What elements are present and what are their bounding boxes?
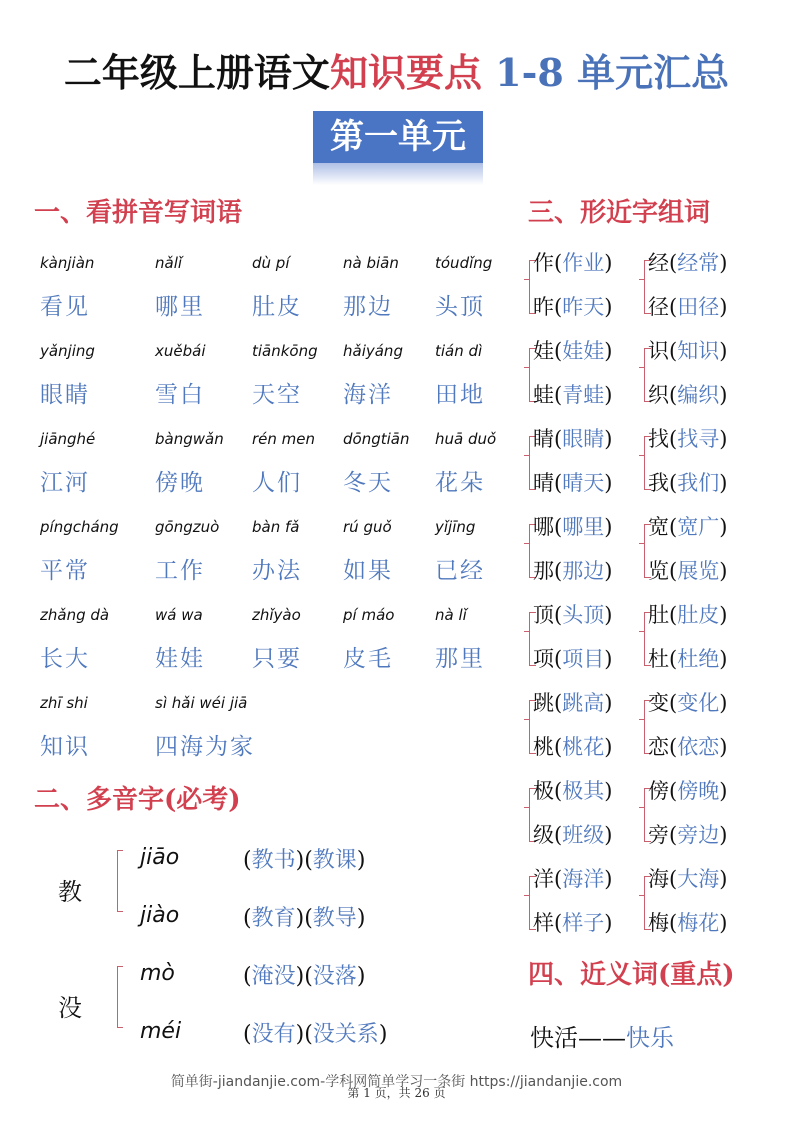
char: 旁 bbox=[648, 823, 669, 847]
similar-char-pair: 旁(旁边) bbox=[648, 823, 728, 847]
pinyin: tóudǐng bbox=[435, 254, 493, 272]
word: 极其 bbox=[562, 779, 605, 803]
similar-char-pair: 径(田径) bbox=[648, 295, 728, 319]
char: 梅 bbox=[648, 911, 669, 935]
word: 江河 bbox=[40, 470, 90, 496]
word: 找寻 bbox=[677, 427, 720, 451]
similar-char-pair: 恋(依恋) bbox=[648, 735, 728, 759]
word: 班级 bbox=[562, 823, 605, 847]
reading-words: (教育)(教导) bbox=[243, 906, 366, 931]
pinyin: yǐjīng bbox=[435, 518, 476, 536]
word: 青蛙 bbox=[562, 383, 605, 407]
char: 找 bbox=[648, 427, 669, 451]
similar-char-pair: 蛙(青蛙) bbox=[533, 383, 613, 407]
pinyin: wá wa bbox=[155, 606, 203, 624]
pinyin: tián dì bbox=[435, 342, 483, 360]
char: 极 bbox=[533, 779, 554, 803]
char: 顶 bbox=[533, 603, 554, 627]
similar-char-pair: 找(找寻) bbox=[648, 427, 728, 451]
word: 哪里 bbox=[155, 294, 205, 320]
word: 跳高 bbox=[562, 691, 605, 715]
word: 工作 bbox=[155, 558, 205, 584]
section3-heading: 三、形近字组词 bbox=[528, 198, 711, 228]
similar-char-pair: 织(编织) bbox=[648, 383, 728, 407]
word: 作业 bbox=[562, 251, 605, 275]
word: 只要 bbox=[252, 646, 302, 672]
word: 看见 bbox=[40, 294, 90, 320]
similar-char-pair: 哪(哪里) bbox=[533, 515, 613, 539]
char: 变 bbox=[648, 691, 669, 715]
similar-char-pair: 杜(杜绝) bbox=[648, 647, 728, 671]
similar-char-pair: 洋(海洋) bbox=[533, 867, 613, 891]
word: 田径 bbox=[677, 295, 720, 319]
reading-pinyin: jiāo bbox=[140, 845, 180, 870]
word: 编织 bbox=[677, 383, 720, 407]
pinyin: huā duǒ bbox=[435, 430, 497, 448]
char: 晴 bbox=[533, 471, 554, 495]
char: 蛙 bbox=[533, 383, 554, 407]
word: 没关系 bbox=[312, 1022, 379, 1047]
reading-words: (教书)(教课) bbox=[243, 848, 366, 873]
char: 跳 bbox=[533, 691, 554, 715]
similar-char-pair: 级(班级) bbox=[533, 823, 613, 847]
pinyin: nà lǐ bbox=[435, 606, 467, 624]
bracket bbox=[117, 966, 123, 1028]
word: 那边 bbox=[343, 294, 393, 320]
word: 那边 bbox=[562, 559, 605, 583]
word: 教课 bbox=[312, 848, 357, 873]
char: 览 bbox=[648, 559, 669, 583]
char: 宽 bbox=[648, 515, 669, 539]
pinyin: jiānghé bbox=[40, 430, 96, 448]
word: 海洋 bbox=[562, 867, 605, 891]
reading-pinyin: jiào bbox=[140, 903, 180, 928]
similar-char-pair: 海(大海) bbox=[648, 867, 728, 891]
char: 娃 bbox=[533, 339, 554, 363]
similar-char-pair: 肚(肚皮) bbox=[648, 603, 728, 627]
pinyin: yǎnjing bbox=[40, 342, 95, 360]
pinyin: nǎlǐ bbox=[155, 254, 183, 272]
pinyin: bàngwǎn bbox=[155, 430, 224, 448]
similar-char-pair: 那(那边) bbox=[533, 559, 613, 583]
page-title: 二年级上册语文知识要点 1-8 单元汇总 bbox=[63, 50, 730, 95]
pinyin: dù pí bbox=[252, 254, 290, 272]
pinyin: rén men bbox=[252, 430, 316, 448]
similar-char-pair: 昨(昨天) bbox=[533, 295, 613, 319]
word: 海洋 bbox=[343, 382, 393, 408]
similar-char-pair: 样(样子) bbox=[533, 911, 613, 935]
char: 织 bbox=[648, 383, 669, 407]
reading-words: (没有)(没关系) bbox=[243, 1022, 388, 1047]
char: 睛 bbox=[533, 427, 554, 451]
word: 样子 bbox=[562, 911, 605, 935]
similar-char-pair: 傍(傍晚) bbox=[648, 779, 728, 803]
word: 梅花 bbox=[677, 911, 720, 935]
word: 娃娃 bbox=[562, 339, 605, 363]
similar-char-pair: 经(经常) bbox=[648, 251, 728, 275]
word: 皮毛 bbox=[343, 646, 393, 672]
word: 头顶 bbox=[562, 603, 605, 627]
word: 天空 bbox=[252, 382, 302, 408]
section2-heading: 二、多音字(必考) bbox=[34, 785, 241, 815]
word: 人们 bbox=[252, 470, 302, 496]
similar-char-pair: 变(变化) bbox=[648, 691, 728, 715]
section1-heading: 一、看拼音写词语 bbox=[34, 198, 243, 228]
similar-char-pair: 梅(梅花) bbox=[648, 911, 728, 935]
word: 晴天 bbox=[562, 471, 605, 495]
char: 肚 bbox=[648, 603, 669, 627]
word: 那里 bbox=[435, 646, 485, 672]
section4-heading: 四、近义词(重点) bbox=[528, 960, 735, 990]
polyphonic-char: 教 bbox=[58, 878, 82, 906]
word: 肚皮 bbox=[677, 603, 720, 627]
similar-char-pair: 顶(头顶) bbox=[533, 603, 613, 627]
char: 经 bbox=[648, 251, 669, 275]
word: 杜绝 bbox=[677, 647, 720, 671]
word: 没有 bbox=[251, 1022, 296, 1047]
word: 傍晚 bbox=[677, 779, 720, 803]
char: 级 bbox=[533, 823, 554, 847]
word: 眼睛 bbox=[562, 427, 605, 451]
word: 宽广 bbox=[677, 515, 720, 539]
char: 样 bbox=[533, 911, 554, 935]
char: 识 bbox=[648, 339, 669, 363]
pinyin: tiānkōng bbox=[252, 342, 318, 360]
pinyin: sì hǎi wéi jiā bbox=[155, 694, 248, 712]
char: 傍 bbox=[648, 779, 669, 803]
word: 知识 bbox=[40, 734, 90, 760]
similar-char-pair: 睛(眼睛) bbox=[533, 427, 613, 451]
word: 淹没 bbox=[251, 964, 296, 989]
reading-pinyin: mò bbox=[140, 961, 175, 986]
word: 依恋 bbox=[677, 735, 720, 759]
watermark: 简单街-jiandanjie.com-学科网简单学习一条街 https://jiandanjie.com bbox=[170, 1074, 623, 1090]
similar-char-pair: 晴(晴天) bbox=[533, 471, 613, 495]
word: 傍晚 bbox=[155, 470, 205, 496]
pinyin: pí máo bbox=[343, 606, 395, 624]
word: 没落 bbox=[312, 964, 357, 989]
char: 杜 bbox=[648, 647, 669, 671]
word: 大海 bbox=[677, 867, 720, 891]
similar-char-pair: 娃(娃娃) bbox=[533, 339, 613, 363]
pinyin: dōngtiān bbox=[343, 430, 410, 448]
word: 我们 bbox=[677, 471, 720, 495]
similar-char-pair: 项(项目) bbox=[533, 647, 613, 671]
pinyin: hǎiyáng bbox=[343, 342, 403, 360]
char: 昨 bbox=[533, 295, 554, 319]
word: 田地 bbox=[435, 382, 485, 408]
word: 旁边 bbox=[677, 823, 720, 847]
reading-pinyin: méi bbox=[140, 1019, 182, 1044]
pinyin: nà biān bbox=[343, 254, 399, 272]
bracket bbox=[117, 850, 123, 912]
pinyin: zhǐyào bbox=[252, 606, 301, 624]
word: 项目 bbox=[562, 647, 605, 671]
pinyin: zhī shi bbox=[40, 694, 88, 712]
pinyin: rú guǒ bbox=[343, 518, 392, 536]
pinyin: píngcháng bbox=[40, 518, 119, 536]
word: 花朵 bbox=[435, 470, 485, 496]
word: 长大 bbox=[40, 646, 90, 672]
word: 经常 bbox=[677, 251, 720, 275]
char: 作 bbox=[533, 251, 554, 275]
page-number: 第 1 页，共 26 页 bbox=[347, 1086, 446, 1100]
similar-char-pair: 我(我们) bbox=[648, 471, 728, 495]
similar-char-pair: 极(极其) bbox=[533, 779, 613, 803]
similar-char-pair: 跳(跳高) bbox=[533, 691, 613, 715]
char: 我 bbox=[648, 471, 669, 495]
similar-char-pair: 作(作业) bbox=[533, 251, 613, 275]
word: 教导 bbox=[312, 906, 357, 931]
word: 已经 bbox=[435, 558, 485, 584]
char: 那 bbox=[533, 559, 554, 583]
char: 恋 bbox=[648, 735, 669, 759]
unit-banner-reflection bbox=[313, 163, 483, 185]
char: 径 bbox=[648, 295, 669, 319]
word: 头顶 bbox=[435, 294, 485, 320]
similar-char-pair: 览(展览) bbox=[648, 559, 728, 583]
char: 桃 bbox=[533, 735, 554, 759]
word: 冬天 bbox=[343, 470, 393, 496]
char: 哪 bbox=[533, 515, 554, 539]
word: 娃娃 bbox=[155, 646, 205, 672]
polyphonic-char: 没 bbox=[58, 994, 82, 1022]
word: 教育 bbox=[251, 906, 296, 931]
synonym-pair: 快活——快乐 bbox=[530, 1024, 674, 1052]
word: 知识 bbox=[677, 339, 720, 363]
word: 四海为家 bbox=[155, 734, 255, 760]
similar-char-pair: 宽(宽广) bbox=[648, 515, 728, 539]
pinyin: xuěbái bbox=[155, 342, 206, 360]
similar-char-pair: 识(知识) bbox=[648, 339, 728, 363]
word: 哪里 bbox=[562, 515, 605, 539]
word: 展览 bbox=[677, 559, 720, 583]
word: 如果 bbox=[343, 558, 393, 584]
char: 洋 bbox=[533, 867, 554, 891]
pinyin: zhǎng dà bbox=[40, 606, 110, 624]
word: 教书 bbox=[251, 848, 296, 873]
unit-banner: 第一单元 bbox=[313, 111, 483, 163]
word: 办法 bbox=[252, 558, 302, 584]
reading-words: (淹没)(没落) bbox=[243, 964, 366, 989]
pinyin: gōngzuò bbox=[155, 518, 220, 536]
word: 平常 bbox=[40, 558, 90, 584]
char: 项 bbox=[533, 647, 554, 671]
word: 眼睛 bbox=[40, 382, 90, 408]
word: 肚皮 bbox=[252, 294, 302, 320]
word: 昨天 bbox=[562, 295, 605, 319]
pinyin: kànjiàn bbox=[40, 254, 95, 272]
word: 变化 bbox=[677, 691, 720, 715]
char: 海 bbox=[648, 867, 669, 891]
word: 雪白 bbox=[155, 382, 205, 408]
similar-char-pair: 桃(桃花) bbox=[533, 735, 613, 759]
word: 桃花 bbox=[562, 735, 605, 759]
pinyin: bàn fǎ bbox=[252, 518, 300, 536]
